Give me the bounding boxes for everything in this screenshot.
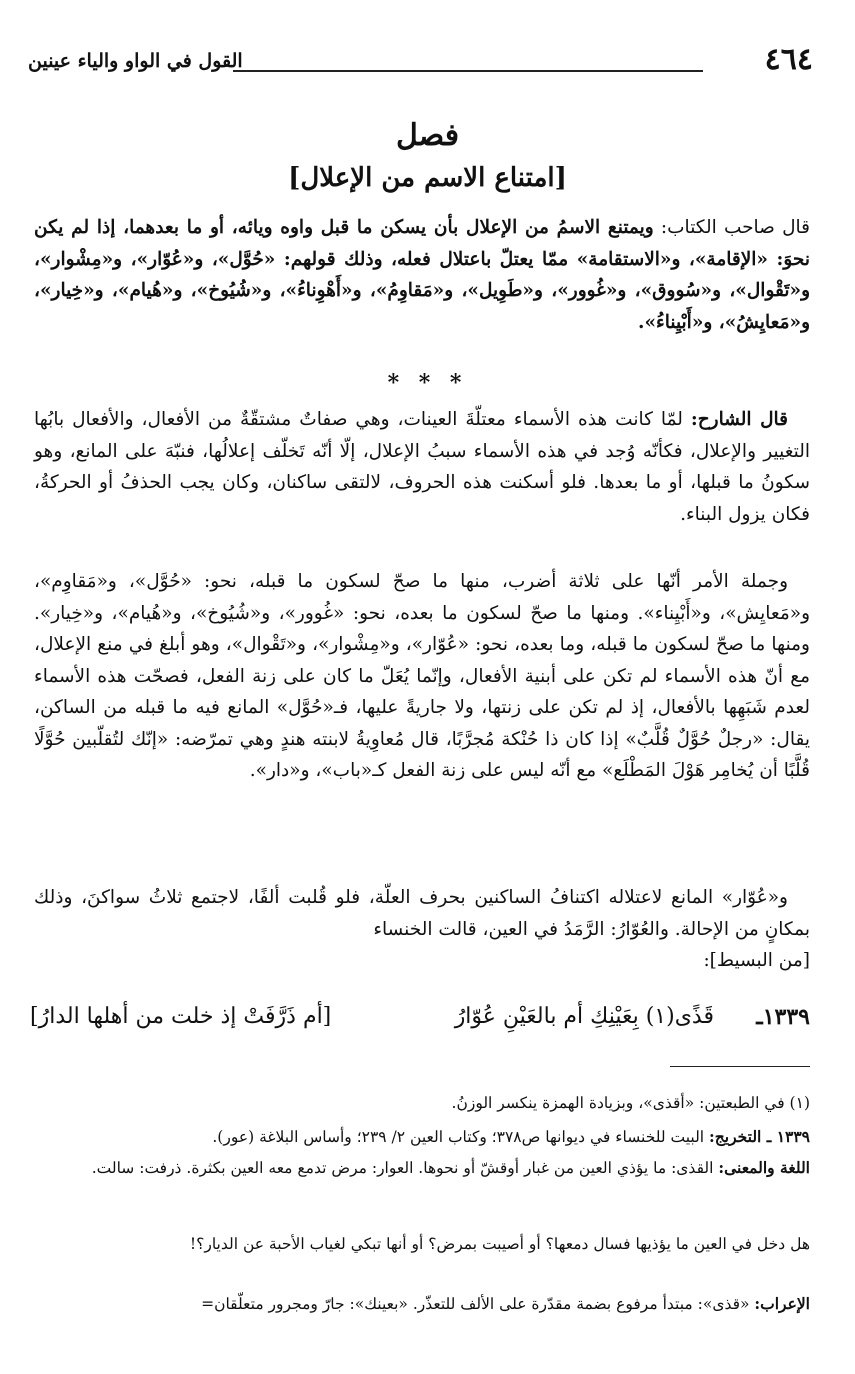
commentator-lead: قال الشارح:: [690, 409, 788, 430]
section-subtitle: [امتناع الاسم من الإعلال]: [288, 163, 567, 193]
footnote-rule: [670, 1066, 810, 1067]
footnote-takhrij: [22, 1123, 810, 1151]
commentary-paragraph: [34, 404, 810, 530]
header-rule: [233, 70, 703, 72]
section-divider: * * *: [387, 370, 468, 396]
lugha-label: اللغة والمعنى:: [718, 1158, 810, 1177]
footnote-1-text: (١) في الطبعتين: «أقذى»، وبزيادة الهمزة ينكسر الوزنُ.: [451, 1094, 810, 1112]
footnote-irab: [22, 1290, 810, 1318]
commentary-text-3: و«عُوّار» المانع لاعتلاله اكتنافُ الساكنين بحرف العلّة، فلو قُلبت ألفًا، لاجتمع ثلاثُ سواكنَ، وذلك بمكانٍ من الإحالة. والعُوّارُ: الرَّمَدُ في العين، قالت الخنساء: [34, 887, 810, 940]
author-text: ويمتنع الاسمُ من الإعلال بأن يسكن ما قبل واوه ويائه، أو ما بعدهما، إذا لم يكن نحوَ: «الإقامة»، و«الاستقامة» ممّا يعتلّ باعتلال فعله، وذلك قولهم: «حُوَّل»، و«عُوّار»، و«مِشْوار»، و«تَقْوال»، و«سُووق»، و«غُوور»، و«طَوِيل»، و«مَقاوِمُ»، و«أَهْوِناءُ»، و«شُيُوخ»، و«هُيام»، و«خِيار»، و«مَعايِشُ»، و«أَبْيِناءُ».: [34, 217, 810, 333]
takhrij-label: ١٣٣٩ ـ التخريج:: [709, 1127, 810, 1146]
section-title: فصل: [395, 118, 460, 153]
meter-label: [من البسيط]:: [703, 950, 810, 971]
lugha-text: القذى: ما يؤذي العين من غبار أوقشّ أو نحوها. العوار: مرض تدمع معه العين بكثرة. ذرفت: سالت.: [91, 1159, 714, 1177]
running-title: القول في الواو والياء عينين: [28, 50, 243, 72]
poetry-verse: [30, 1004, 810, 1044]
irab-text: «قذى»: مبتدأ مرفوع بضمة مقدّرة على الألف للتعذّر. «بعينك»: جارّ ومجرور متعلّقان=: [201, 1295, 750, 1313]
verse-first-hemistich: قَذًى(١) بِعَيْنِكِ أم بالعَيْنِ عُوّارُ: [454, 1004, 714, 1029]
page-header: [28, 40, 813, 80]
commentary-paragraph-2: [34, 566, 810, 787]
verse-second-hemistich: [أم ذَرَّفَتْ إذ خلت من أهلها الدارُ]: [30, 1004, 332, 1029]
commentary-paragraph-3: [34, 882, 810, 977]
footnote-1: [22, 1090, 810, 1117]
meaning-text: هل دخل في العين ما يؤذيها فسال دمعها؟ أو أصيبت بمرض؟ أو أنها تبكي لغياب الأحبة عن الديار؟!: [189, 1235, 810, 1253]
irab-label: الإعراب:: [754, 1294, 810, 1313]
footnote-meaning: [22, 1231, 810, 1258]
commentary-text-2: وجملة الأمر أنّها على ثلاثة أضرب، منها ما صحّ لسكون ما قبله، نحو: «حُوَّل»، و«مَقاوِم»، و«مَعايِش»، و«أَبْيِناء». ومنها ما صحّ لسكون ما بعده، نحو: «غُوور»، و«شُيُوخ»، و«هُيام»، و«خِيار». ومنها ما صحّ لسكون ما قبله، وما بعده، نحو: «عُوّار»، و«مِشْوار»، و«تَقْوال»، وهو أبلغ في منع الإعلال، مع أنّ هذه الأسماء لم تكن على أبنية الأفعال، وإنّما يُعَلّ ما كان على زنة الفعل، فصحّت هذه الأسماء لعدم شَبَهِها بالأفعال، إذ لم تكن على زنتها، ولا جاريةً عليها، فـ«حُوَّل» المانع فيه ما قبله من الساكن، يقال: «رجلٌ حُوَّلٌ قُلَّبٌ» إذا كان ذا حُنْكة مُجرَّبًا، قال مُعاوِيةُ لابنته هندٍ وهي تمرّضه: «إنّك لتُقلّبين حُوَّلًا قُلَّبًا أن يُخامِر هَوْلَ المَطْلَع» مع أنّه ليس على زنة الفعل كـ«باب»، و«دار».: [34, 571, 810, 781]
verse-number: ١٣٣٩ـ: [756, 1004, 810, 1030]
author-lead: قال صاحب الكتاب:: [660, 217, 810, 238]
page-number: ٤٦٤: [764, 42, 813, 77]
footnote-lugha: [22, 1154, 810, 1182]
takhrij-text: البيت للخنساء في ديوانها ص٣٧٨؛ وكتاب العين ٢/ ٢٣٩؛ وأساس البلاغة (عور).: [212, 1128, 705, 1146]
commentary-text: لمّا كانت هذه الأسماء معتلّةَ العينات، وهي صفاتٌ مشتقّةٌ من الأفعال، والأفعال بابُها التغيير والإعلال، فكأنّه وُجد في هذه الأسماء سببُ الإعلال، إلّا أنّه تَخلّف إعلالُها، فنبّهَ على المانع، وهو سكونُ ما قبلها، أو ما بعدها. فلو أسكنت هذه الحروف، لالتقى ساكنان، وكان يجب الحذفُ أو الحركةُ، فكان يزول البناء.: [34, 409, 810, 525]
author-text-paragraph: [34, 212, 810, 338]
